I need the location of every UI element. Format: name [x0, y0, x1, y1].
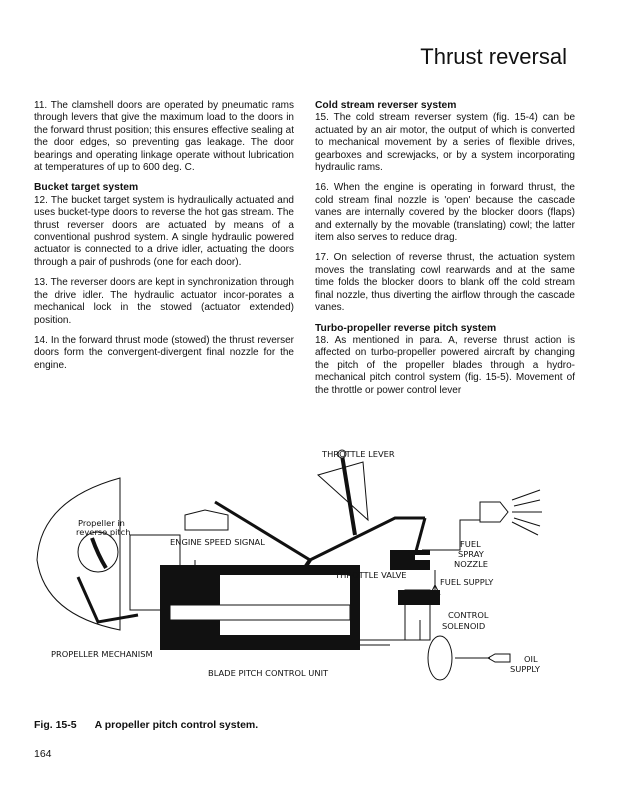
page-title: Thrust reversal	[420, 44, 567, 69]
heading-turbo-propeller: Turbo-propeller reverse pitch system	[315, 322, 497, 334]
right-column	[315, 100, 575, 405]
oil-pump	[428, 636, 452, 680]
paragraph-17: 17. On selection of reverse thrust, the actuation system moves the translating cowl rearwards and at the same time folds the blocker doors to blank off the cold stream final nozzle, thus diverting the airflow through the cascade vanes.	[315, 252, 575, 314]
label-solenoid: SOLENOID	[442, 621, 486, 631]
label-throttle-valve: THROTTLE VALVE	[335, 570, 407, 580]
page-number: 164	[34, 748, 52, 760]
label-supply: SUPPLY	[510, 664, 540, 674]
figure-caption-text: A propeller pitch control system.	[94, 719, 259, 731]
label-reverse-pitch: reverse pitch	[76, 527, 131, 537]
propeller-pitch-diagram	[20, 440, 600, 690]
label-throttle-lever: THROTTLE LEVER	[322, 449, 395, 459]
heading-cold-stream: Cold stream reverser system	[315, 100, 457, 111]
paragraph-13: 13. The reverser doors are kept in synchronization through the drive idler. The hydraulic actuator incor-porates a mechanical lock in the stowed (actuator extended) position.	[34, 277, 294, 326]
paragraph-16: 16. When the engine is operating in forward thrust, the cold stream final nozzle is 'open' because the cascade vanes are internally covered by the blocker doors (flaps) and externally by the movable (translating) cowl; the latter item also serves to reduce drag.	[315, 182, 575, 244]
paragraph-15: 15. The cold stream reverser system (fig. 15-4) can be actuated by an air motor, the output of which is converted to mechanical movement by a series of flexible drives, gearboxes and screwjacks, or by a system incorporating hydraulic rams.	[315, 112, 575, 174]
label-nozzle: NOZZLE	[454, 559, 488, 569]
figure-number: Fig. 15-5	[34, 719, 77, 731]
label-oil: OIL	[524, 654, 538, 664]
paragraph-14: 14. In the forward thrust mode (stowed) the thrust reverser doors form the convergent-divergent final nozzle for the engine.	[34, 334, 294, 371]
label-spray: SPRAY	[458, 549, 484, 559]
engine-speed-signal	[185, 510, 228, 530]
left-column	[34, 100, 294, 380]
paragraph-12: 12. The bucket target system is hydraulically actuated and uses bucket-type doors to reverse the hot gas stream. The thrust reverser doors are actuated by means of a conventional pushrod system. A single hydraulic powered actuator is connected to a drive idler, actuating the doors through a pair of pushrods (one for each door).	[34, 194, 294, 268]
paragraph-18: 18. As mentioned in para. A, reverse thrust action is affected on turbo-propeller powered aircraft by changing the pitch of the propeller blades through a hydro-mechanical pitch control system (fig. 15-5). Movement of the throttle or power control lever	[315, 334, 575, 396]
label-blade-pitch-control-unit: BLADE PITCH CONTROL UNIT	[208, 668, 329, 678]
label-control: CONTROL	[448, 610, 489, 620]
paragraph-11: 11. The clamshell doors are operated by pneumatic rams through levers that give the maximum load to the doors in the forward thrust position; this ensures effective sealing at the door edges, so preventing gas leakage. The door bearings and operating linkage operate without lubrication at temperatures of up to 600 deg. C.	[34, 100, 294, 174]
figure-caption	[34, 719, 258, 731]
label-propeller-mechanism: PROPELLER MECHANISM	[51, 649, 153, 659]
label-fuel-supply: FUEL SUPPLY	[440, 577, 494, 587]
label-fuel: FUEL	[460, 539, 481, 549]
heading-bucket-target: Bucket target system	[34, 182, 139, 194]
label-engine-speed-signal: ENGINE SPEED SIGNAL	[170, 537, 265, 547]
label-propeller-in: Propeller in	[78, 518, 125, 528]
fuel-nozzle	[480, 502, 508, 522]
